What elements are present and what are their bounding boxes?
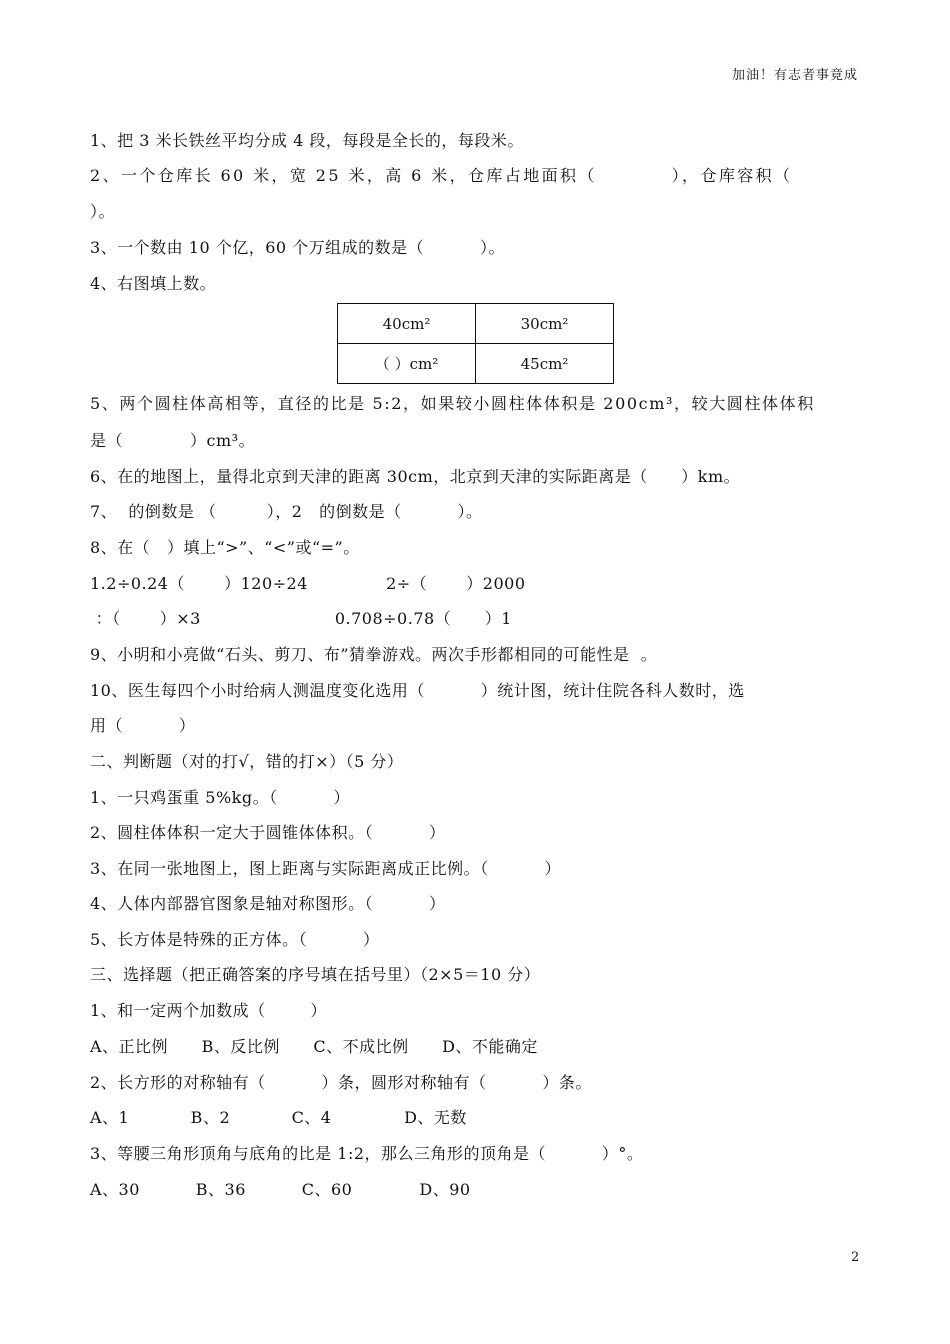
question-7: 7、 的倒数是 （ ），2 的倒数是（ ）。 [90,502,483,521]
area-cell-top-right: 30cm² [476,304,614,344]
header-motto: 加油！有志者事竟成 [731,68,858,83]
area-cell-bottom-right: 45cm² [476,344,614,384]
judge-1: 1、一只鸡蛋重 5%kg。（ ） [90,788,350,807]
question-10-line-2: 用（ ） [90,716,196,735]
judge-5: 5、长方体是特殊的正方体。（ ） [90,930,380,949]
question-2-line-1: 2、一个仓库长 60 米，宽 25 米，高 6 米，仓库占地面积（ ），仓库容积（ [90,166,793,185]
judge-4: 4、人体内部器官图象是轴对称图形。（ ） [90,894,446,913]
question-8-row-2: ：（ ）×3 0.708÷0.78（ ）1 [90,609,512,628]
area-table [337,303,614,384]
question-8: 8、在（ ）填上“>”、“<”或“=”。 [90,538,360,557]
question-9: 9、小明和小亮做“石头、剪刀、布”猜拳游戏。两次手形都相同的可能性是 。 [90,645,658,664]
choice-3: 3、等腰三角形顶角与底角的比是 1:2，那么三角形的顶角是（ ）°。 [90,1144,644,1163]
choice-2: 2、长方形的对称轴有（ ）条，圆形对称轴有（ ）条。 [90,1073,592,1092]
question-10-line-1: 10、医生每四个小时给病人测温度变化选用（ ）统计图，统计住院各科人数时，选 [90,681,745,700]
question-8-row-1: 1.2÷0.24（ ）120÷24 2÷（ ）2000 [90,574,526,593]
area-cell-top-left: 40cm² [338,304,476,344]
choice-3-options: A、30 B、36 C、60 D、90 [90,1180,471,1199]
choice-1-options: A、正比例 B、反比例 C、不成比例 D、不能确定 [90,1037,538,1056]
question-2-line-2: ）。 [90,202,116,221]
section-2-title: 二、判断题（对的打√，错的打×）（5 分） [90,752,404,771]
page-number: 2 [851,1250,860,1265]
question-4: 4、右图填上数。 [90,274,217,293]
question-3: 3、一个数由 10 个亿，60 个万组成的数是（ ）。 [90,238,506,257]
question-6: 6、在的地图上，量得北京到天津的距离 30cm，北京到天津的实际距离是（ ）km。 [90,467,741,486]
question-5-line-2: 是（ ）cm³。 [90,431,256,450]
judge-2: 2、圆柱体体积一定大于圆锥体体积。（ ） [90,823,446,842]
choice-2-options: A、1 B、2 C、4 D、无数 [90,1108,467,1127]
question-5-line-1: 5、两个圆柱体高相等，直径的比是 5:2，如果较小圆柱体体积是 200cm³，较大圆柱体体积 [90,394,815,413]
choice-1: 1、和一定两个加数成（ ） [90,1001,327,1020]
question-1: 1、把 3 米长铁丝平均分成 4 段，每段是全长的，每段米。 [90,131,524,150]
section-3-title: 三、选择题（把正确答案的序号填在括号里）（2×5＝10 分） [90,965,541,984]
judge-3: 3、在同一张地图上，图上距离与实际距离成正比例。（ ） [90,859,562,878]
area-cell-bottom-left: （ ）cm² [338,344,476,384]
